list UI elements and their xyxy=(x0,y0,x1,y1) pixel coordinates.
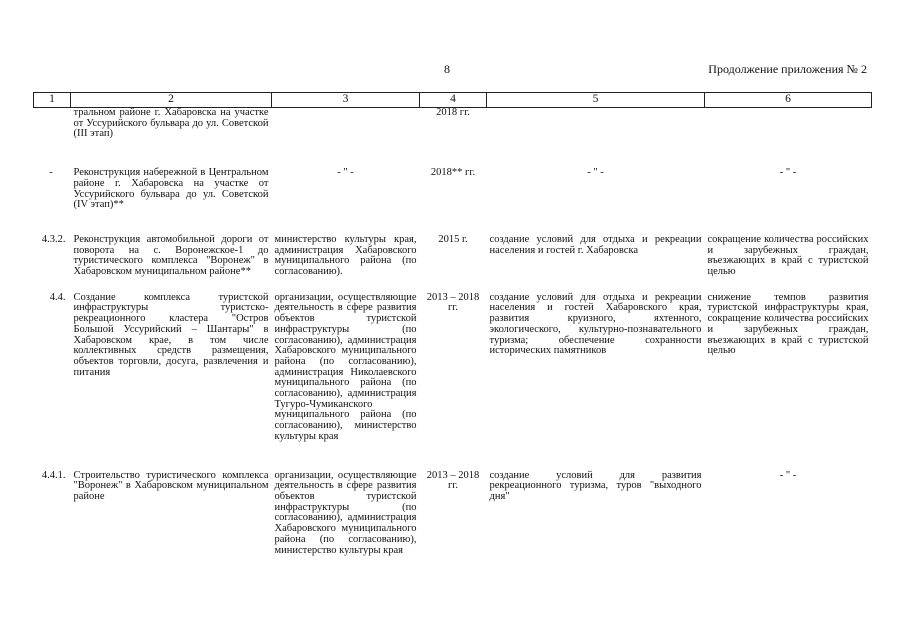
measure-name: Создание комплекса туристской инфраструктуры туристско-рекреационного кластера "Остров Большой Уссурийский – Шантары" в Хабаровском крае, в том числе коллективных средств размещения, объектов торговли, досуга, развлечения и питания xyxy=(73,291,269,378)
row-number: 4.3.2. xyxy=(41,233,66,245)
consequences: сокращение количества российских и зарубежных граждан, въезжающих в край с туристской целью xyxy=(707,233,869,278)
row-number: 4.4. xyxy=(49,291,66,303)
responsible: министерство культуры края, администрация Хабаровского муниципального района (по согласованию). xyxy=(274,233,417,278)
expected-result: создание условий для отдыха и рекреации населения и гостей Хабаровского края, развития круизного, яхтенного, экологического, культурно-познавательного туризма; обеспечение сохранности исторических памятников xyxy=(489,291,702,357)
term: 2018** гг. xyxy=(430,167,476,179)
measure-name: Реконструкция набережной в Центральном районе г. Хабаровска на участке от Уссурийского бульвара до ул. Советской (IV этап)** xyxy=(73,167,269,211)
row-number: 4.4.1. xyxy=(41,469,66,481)
consequences: снижение темпов развития туристской инфраструктуры края, сокращение количества российских и зарубежных граждан, въезжающих в край с туристской целью xyxy=(707,291,869,357)
table-row xyxy=(34,278,872,443)
column-header: 5 xyxy=(487,93,705,108)
expected-result: - " - xyxy=(587,167,604,179)
term: 2013 – 2018 гг. xyxy=(426,291,480,314)
row-number xyxy=(34,108,71,141)
table-header-row xyxy=(34,93,872,108)
responsible xyxy=(272,108,420,141)
appendix-label: Продолжение приложения № 2 xyxy=(708,62,867,76)
consequences: - " - xyxy=(779,167,797,179)
measure-name: тральном районе г. Хабаровска на участке от Уссурийского бульвара до ул. Советской (III этап) xyxy=(73,107,269,140)
column-header: 2 xyxy=(71,93,272,108)
table-row xyxy=(34,140,872,211)
table-row xyxy=(34,108,872,141)
term: 2015 г. xyxy=(438,233,468,245)
measure-name: Реконструкция автомобильной дороги от поворота на с. Воронежское-1 до туристического комплекса "Воронеж" в Хабаровском муниципальном районе** xyxy=(73,233,269,278)
responsible: - " - xyxy=(337,167,354,179)
column-header: 3 xyxy=(272,93,420,108)
consequences: - " - xyxy=(779,469,797,481)
term: 2018 гг. xyxy=(436,107,470,118)
page-number: 8 xyxy=(444,62,450,76)
table-row xyxy=(34,211,872,278)
table-row xyxy=(34,443,872,557)
column-header: 1 xyxy=(34,93,71,108)
measures-table xyxy=(33,92,872,556)
measure-name: Строительство туристического комплекса "Воронеж" в Хабаровском муниципальном районе xyxy=(73,469,269,502)
column-header: 4 xyxy=(420,93,487,108)
expected-result xyxy=(487,108,705,141)
column-header: 6 xyxy=(705,93,872,108)
row-number: - xyxy=(49,167,53,179)
expected-result: создание условий для развития рекреационного туризма, туров "выходного дня" xyxy=(489,469,702,502)
term: 2013 – 2018 гг. xyxy=(426,469,480,492)
responsible: организации, осуществляющие деятельность в сфере развития объектов туристской инфраструктуры (по согласованию), администрация Хабаровского муниципального района (по согласованию), администрация Николаевского муниципального района (по согласованию), администрация Тугуро-Чумиканского муниципального района (по согласованию), министерство культуры края xyxy=(274,291,417,442)
responsible: организации, осуществляющие деятельность в сфере развития объектов туристской инфраструктуры (по согласованию), администрация Хабаровского муниципального района (по согласованию), министерство культуры края xyxy=(274,469,417,556)
expected-result: создание условий для отдыха и рекреации населения и гостей г. Хабаровска xyxy=(489,233,702,256)
consequences xyxy=(705,108,872,141)
